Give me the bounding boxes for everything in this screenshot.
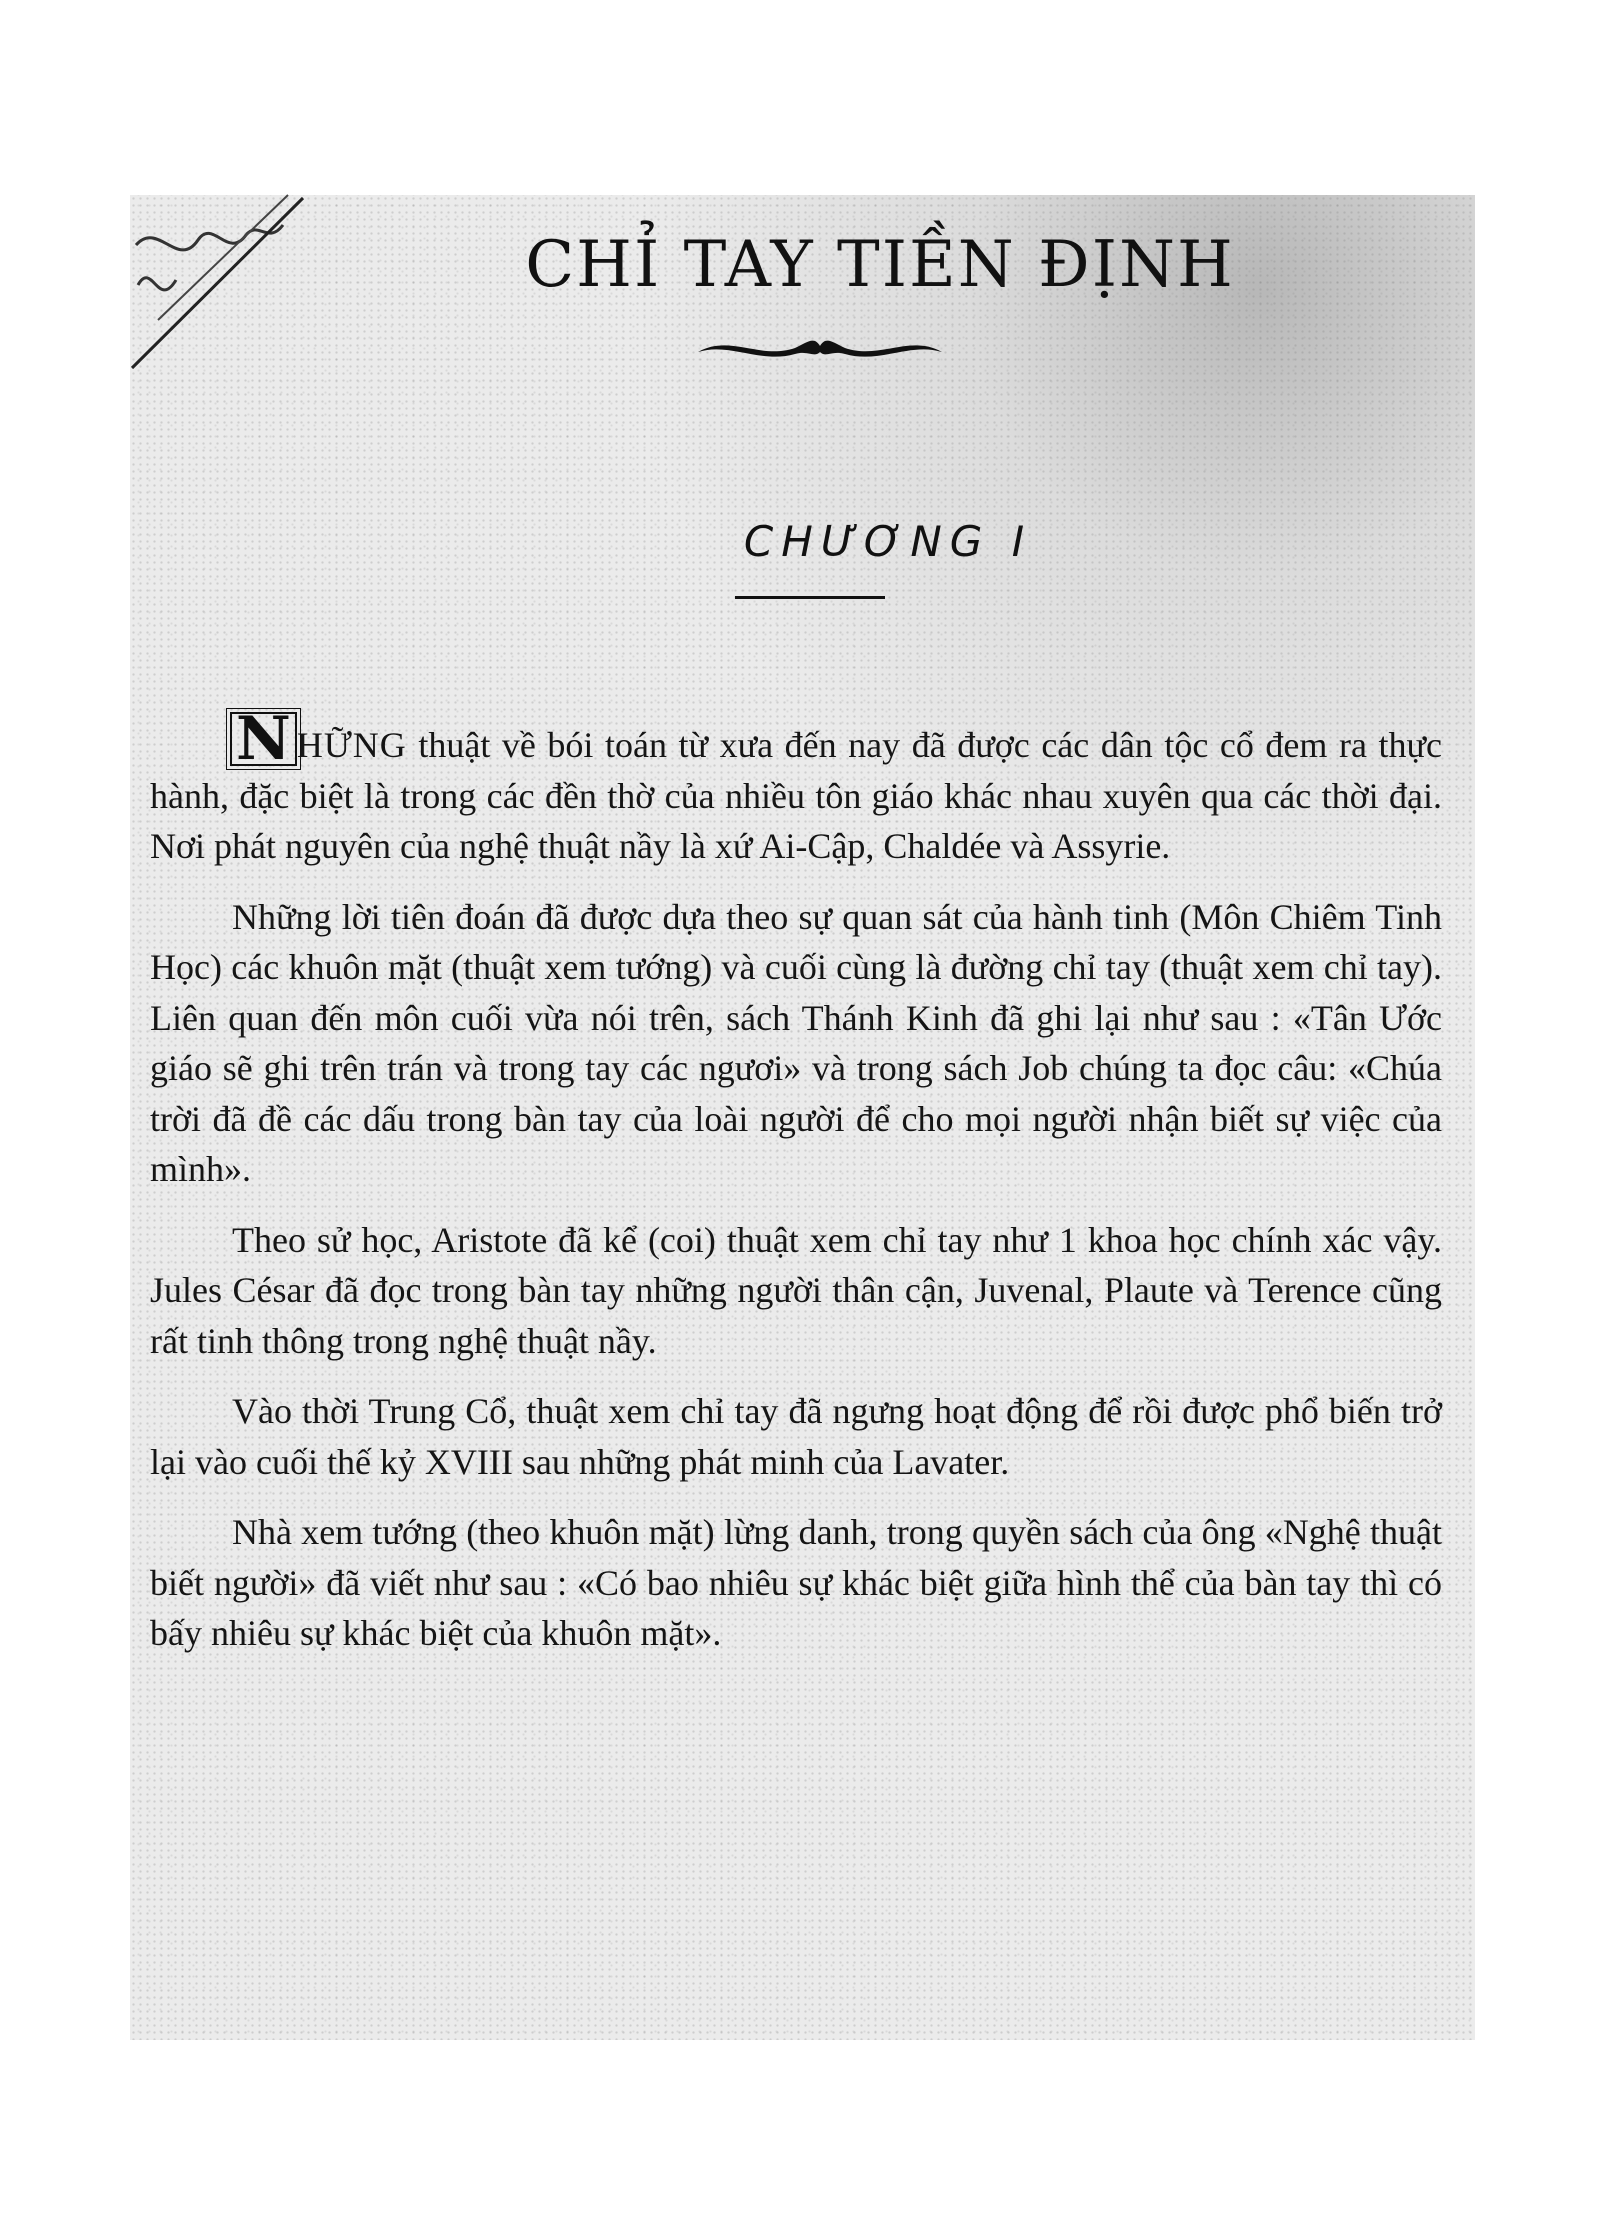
- body-text: [150, 704, 1442, 1679]
- chapter-underline: [735, 596, 885, 599]
- drop-cap: N: [230, 712, 297, 766]
- paragraph-1: [150, 704, 1442, 872]
- paragraph-5: Nhà xem tướng (theo khuôn mặt) lừng danh, trong quyền sách của ông «Nghệ thuật biết người» đã viết như sau : «Có bao nhiêu sự khác biệt giữa hình thể của bàn tay thì có bấy nhiêu sự khác biệt của khuôn mặt».: [150, 1512, 1442, 1653]
- title-ornament: [690, 330, 950, 366]
- paragraph-2: Những lời tiên đoán đã được dựa theo sự quan sát của hành tinh (Môn Chiêm Tinh Học) các khuôn mặt (thuật xem tướng) và cuối cùng là đường chỉ tay (thuật xem chỉ tay). Liên quan đến môn cuối vừa nói trên, sách Thánh Kinh đã ghi lại như sau : «Tân Ước giáo sẽ ghi trên trán và trong tay các ngươi» và trong sách Job chúng ta đọc câu: «Chúa trời đã đề các dấu trong bàn tay của loài người để cho mọi người nhận biết sự việc của mình».: [150, 896, 1442, 1189]
- paragraph-3: Theo sử học, Aristote đã kể (coi) thuật xem chỉ tay như 1 khoa học chính xác vậy. Jules César đã đọc trong bàn tay những người thân cận, Juvenal, Plaute và Terence cũng rất tinh thông trong nghệ thuật nầy.: [150, 1219, 1442, 1361]
- drop-cap-continuation: HỮNG: [296, 725, 407, 765]
- chapter-heading: CHƯƠNG I: [743, 517, 1033, 566]
- book-title: CHỈ TAY TIỀN ĐỊNH: [525, 228, 1235, 302]
- paragraph-1-text: thuật về bói toán từ xưa đến nay đã được các dân tộc cổ đem ra thực hành, đặc biệt là trong các đền thờ của nhiều tôn giáo khác nhau xuyên qua các thời đại. Nơi phát nguyên của nghệ thuật nầy là xứ Ai-Cập, Chaldée và Assyrie.: [150, 725, 1442, 866]
- paragraph-4: Vào thời Trung Cổ, thuật xem chỉ tay đã ngưng hoạt động để rồi được phổ biến trở lại vào cuối thế kỷ XVIII sau những phát minh của Lavater.: [150, 1391, 1442, 1482]
